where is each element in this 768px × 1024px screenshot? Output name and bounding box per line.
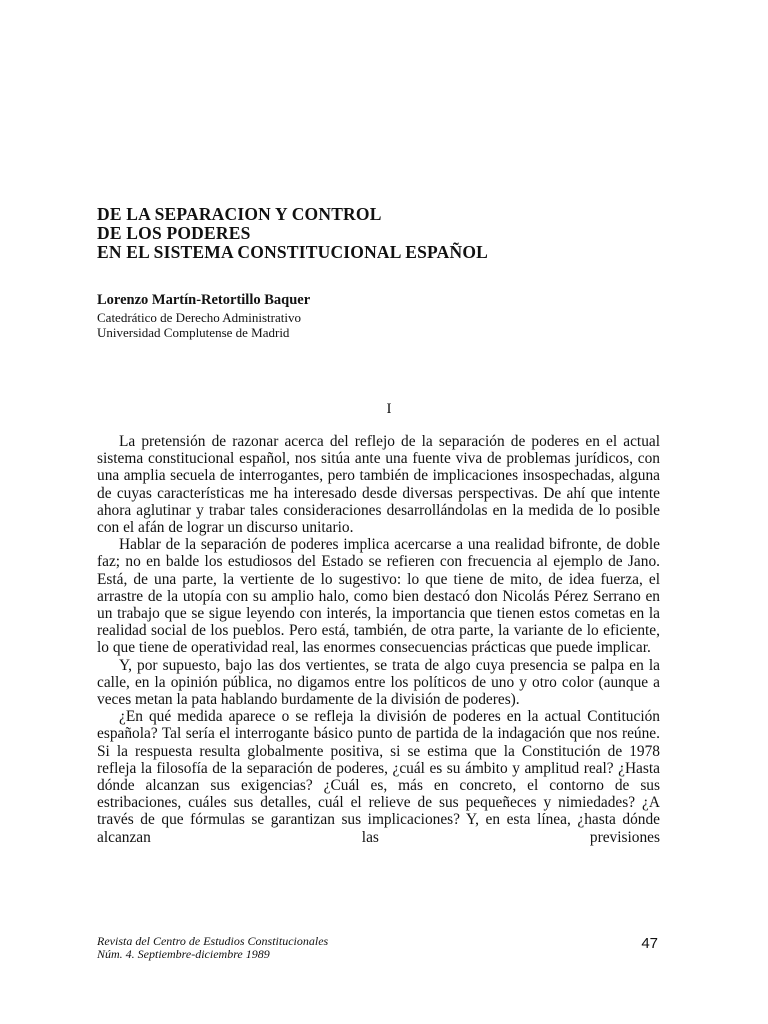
author-institution: Universidad Complutense de Madrid — [97, 325, 290, 340]
paragraph: La pretensión de razonar acerca del reflejo de la separación de poderes en el actual sistema constitucional español, nos sitúa ante una fuente viva de problemas jurídicos, con una amplia secuela de interrogantes, pero también de implicaciones insospechadas, alguna de cuyas características me ha interesado desde diversas perspectivas. De ahí que intente ahora aglutinar y trabar tales consideraciones desarrollándolas en la medida de lo posible con el afán de lograr un discurso unitario. — [97, 433, 660, 537]
paragraph: Hablar de la separación de poderes implica acercarse a una realidad bifronte, de doble faz; no en balde los estudiosos del Estado se refieren con frecuencia al ejemplo de Jano. Está, de una parte, la vertiente de lo sugestivo: lo que tiene de mito, de idea fuerza, el arrastre de la utopía con su amplio halo, como bien destacó don Nicolás Pérez Serrano en un trabajo que se sigue leyendo con interés, la importancia que tienen estos cometas en la realidad social de los pueblos. Pero está, también, de otra parte, la variante de lo eficiente, lo que tiene de operatividad real, las enormes consecuencias prácticas que puede implicar. — [97, 536, 660, 657]
author-name: Lorenzo Martín-Retortillo Baquer — [97, 292, 311, 308]
author-position: Catedrático de Derecho Administrativo — [97, 310, 301, 325]
title-line-3: EN EL SISTEMA CONSTITUCIONAL ESPAÑOL — [97, 242, 489, 262]
paragraph: Y, por supuesto, bajo las dos vertientes, se trata de algo cuya presencia se palpa en la calle, en la opinión pública, no digamos entre los políticos de uno y otro color (aunque a veces metan la pata hablando burdamente de la división de poderes). — [97, 656, 660, 709]
body-text — [97, 433, 660, 846]
page-number: 47 — [641, 935, 658, 952]
journal-footer — [97, 935, 328, 961]
article-title — [97, 205, 488, 262]
author-affiliation — [97, 310, 301, 340]
journal-issue: Núm. 4. Septiembre-diciembre 1989 — [97, 947, 270, 961]
journal-name: Revista del Centro de Estudios Constitucionales — [97, 934, 329, 948]
title-line-1: DE LA SEPARACION Y CONTROL — [97, 204, 382, 224]
paragraph: ¿En qué medida aparece o se refleja la división de poderes en la actual Contitución española? Tal sería el interrogante básico punto de partida de la indagación que nos reúne. Si la respuesta resulta globalmente positiva, si se estima que la Constitución de 1978 refleja la filosofía de la separación de poderes, ¿cuál es su ámbito y amplitud real? ¿Hasta dónde alcanzan sus exigencias? ¿Cuál es, más en concreto, el contorno de sus estribaciones, cuáles sus detalles, cuál el relieve de sus pequeñeces y nimiedades? ¿A través de que fórmulas se garantizan sus implicaciones? Y, en esta línea, ¿hasta dónde alcanzan las previsiones — [97, 708, 660, 846]
title-line-2: DE LOS PODERES — [97, 223, 251, 243]
section-heading: I — [386, 401, 392, 417]
